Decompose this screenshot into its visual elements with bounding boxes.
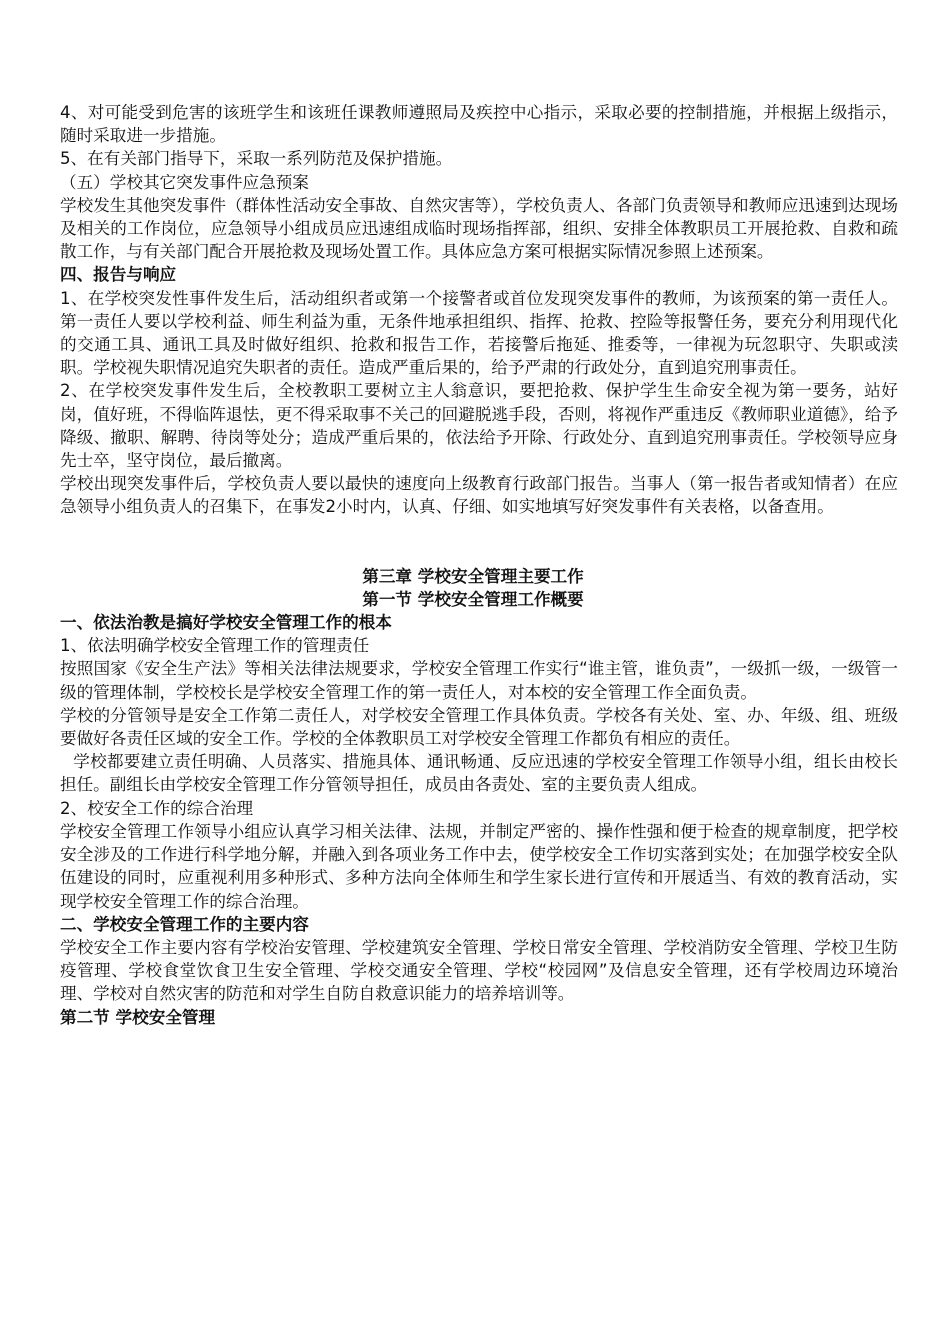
paragraph-principal-responsibility: 按照国家《安全生产法》等相关法律法规要求，学校安全管理工作实行“谁主管，谁负责”，一级抓一级，一级管一级的管理体制，学校校长是学校安全管理工作的第一责任人，对本校的安全管理工作全面负责。: [60, 659, 898, 702]
heading-rule-of-law: 一、依法治教是搞好学校安全管理工作的根本: [60, 613, 392, 633]
paragraph-protection-measures: 5、在有关部门指导下，采取一系列防范及保护措施。: [60, 149, 453, 169]
paragraph-first-responsible: 1、在学校突发性事件发生后，活动组织者或第一个接警者或首位发现突发事件的教师，为该预案的第一责任人。第一责任人要以学校利益、师生利益为重，无条件地承担组织、指挥、抢救、控险等报警任务，要充分利用现代化的交通工具、通讯工具及时做好组织、抢救和报告工作，若接警后拖延、推委等，一律视为玩忽职守、失职或渎职。学校视失职情况追究失职者的责任。造成严重后果的，给予严肃的行政处分，直到追究刑事责任。: [60, 288, 898, 378]
heading-main-content: 二、学校安全管理工作的主要内容: [60, 914, 309, 934]
paragraph-report-timing: 学校出现突发事件后，学校负责人要以最快的速度向上级教育行政部门报告。当事人（第一报告者或知情者）在应急领导小组负责人的召集下，在事发2小时内，认真、仔细、如实地填写好突发事件有关表格，以备查用。: [60, 474, 898, 517]
paragraph-main-content: 学校安全工作主要内容有学校治安管理、学校建筑安全管理、学校日常安全管理、学校消防安全管理、学校卫生防疫管理、学校食堂饮食卫生安全管理、学校交通安全管理、学校“校园网”及信息安全管理，还有学校周边环境治理、学校对自然灾害的防范和对学生自防自救意识能力的培养培训等。: [60, 937, 898, 1004]
heading-report-response: 四、报告与响应: [60, 265, 177, 285]
paragraph-leadership-group: 学校都要建立责任明确、人员落实、措施具体、通讯畅通、反应迅速的学校安全管理工作领导小组，组长由校长担任。副组长由学校安全管理工作分管领导担任，成员由各责处、室的主要负责人组成。: [60, 752, 898, 795]
paragraph-other-emergencies: 学校发生其他突发事件（群体性活动安全事故、自然灾害等），学校负责人、各部门负责领导和教师应迅速到达现场及相关的工作岗位，应急领导小组成员应迅速组成临时现场指挥部，组织、安排全体教职员工开展抢救、自救和疏散工作，与有关部门配合开展抢救及现场处置工作。具体应急方案可根据实际情况参照上述预案。: [60, 195, 898, 262]
blank-line: [60, 519, 898, 565]
subheading-other-emergencies: （五）学校其它突发事件应急预案: [60, 172, 309, 192]
subheading-comprehensive-management: 2、校安全工作的综合治理: [60, 798, 254, 818]
subheading-responsibility: 1、依法明确学校安全管理工作的管理责任: [60, 636, 370, 656]
paragraph-control-measures: 4、对可能受到危害的该班学生和该班任课教师遵照局及疾控中心指示，采取必要的控制措施，并根据上级指示，随时采取进一步措施。: [60, 103, 898, 146]
section-title: 第一节 学校安全管理工作概要: [362, 589, 584, 609]
paragraph-staff-duty: 2、在学校突发事件发生后，全校教职工要树立主人翁意识，要把抢救、保护学生生命安全视为第一要务，站好岗，值好班，不得临阵退怯，更不得采取事不关己的回避脱逃手段，否则，将视作严重违反《教师职业道德》，给予降级、撤职、解聘、待岗等处分；造成严重后果的，依法给予开除、行政处分、直到追究刑事责任。学校领导应身先士卒，坚守岗位，最后撤离。: [60, 381, 898, 471]
paragraph-second-responsible: 学校的分管领导是安全工作第二责任人，对学校安全管理工作具体负责。学校各有关处、室、办、年级、组、班级要做好各责任区域的安全工作。学校的全体教职员工对学校安全管理工作都负有相应的责任。: [60, 705, 898, 749]
section-two-title: 第二节 学校安全管理: [60, 1007, 216, 1027]
document-page: [60, 101, 898, 1029]
chapter-title: 第三章 学校安全管理主要工作: [362, 566, 584, 586]
paragraph-comprehensive-management: 学校安全管理工作领导小组应认真学习相关法律、法规，并制定严密的、操作性强和便于检查的规章制度，把学校安全涉及的工作进行科学地分解，并融入到各项业务工作中去，使学校安全工作切实落到实处；在加强学校安全队伍建设的同时，应重视利用多种形式、多种方法向全体师生和学生家长进行宣传和开展适当、有效的教育活动，实现学校安全管理工作的综合治理。: [60, 821, 898, 911]
